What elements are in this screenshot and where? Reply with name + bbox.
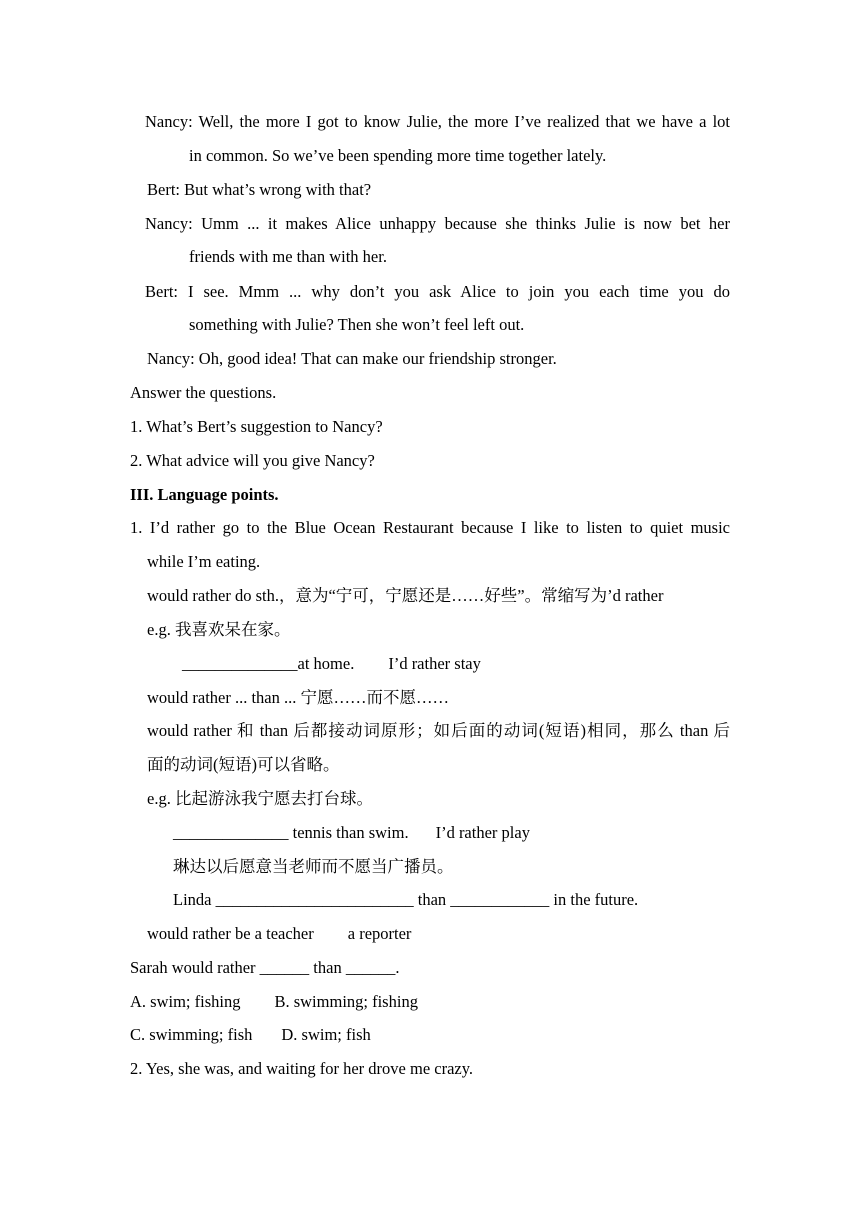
dialogue-line: Nancy: Umm ... it makes Alice unhappy because she thinks Julie is now bet her [145,214,730,233]
example-label: e.g. 我喜欢呆在家。 [147,620,291,639]
language-point: 2. Yes, she was, and waiting for her drove me crazy. [130,1059,474,1078]
questions-heading: Answer the questions. [130,383,277,402]
fill-blank: ______________ tennis than swim. [173,823,409,842]
question-item: 2. What advice will you give Nancy? [130,451,375,470]
note: would rather 和 than 后都接动词原形；如后面的动词(短语)相同，那么 than 后 [147,721,730,740]
mcq-options [130,992,418,1012]
language-point: while I’m eating. [147,552,261,571]
note: would rather do sth.，意为“宁可，宁愿还是……好些”。常缩写为’d rather [147,586,664,605]
answer: I’d rather stay [388,654,481,673]
example-line: Linda ________________________ than ____________ in the future. [173,890,639,909]
fill-blank: ______________at home. [182,654,355,673]
answer: I’d rather play [435,823,530,842]
section-heading: III. Language points. [130,485,279,504]
example-line [182,654,481,674]
dialogue-line: Nancy: Oh, good idea! That can make our friendship stronger. [147,349,557,368]
option-d: D. swim; fish [281,1025,371,1044]
example-label: e.g. 比起游泳我宁愿去打台球。 [147,789,373,808]
dialogue-line: Nancy: Well, the more I got to know Julie, the more I’ve realized that we have a lot [145,112,730,131]
note: 面的动词(短语)可以省略。 [147,755,340,774]
option-a: A. swim; fishing [130,992,241,1011]
answer-line [147,924,411,944]
note: would rather ... than ... 宁愿……而不愿…… [147,688,450,707]
dialogue-line: friends with me than with her. [189,247,387,266]
mcq-stem: Sarah would rather ______ than ______. [130,958,400,977]
option-c: C. swimming; fish [130,1025,253,1044]
question-item: 1. What’s Bert’s suggestion to Nancy? [130,417,383,436]
answer: a reporter [347,924,412,943]
dialogue-line: something with Julie? Then she won’t feel left out. [189,315,525,334]
answer: would rather be a teacher [147,924,314,943]
dialogue-line: Bert: I see. Mmm ... why don’t you ask Alice to join you each time you do [145,282,730,301]
example-chinese: 琳达以后愿意当老师而不愿当广播员。 [173,857,454,876]
dialogue-line: Bert: But what’s wrong with that? [147,180,372,199]
option-b: B. swimming; fishing [274,992,418,1011]
mcq-options [130,1025,371,1045]
language-point: 1. I’d rather go to the Blue Ocean Restaurant because I like to listen to quiet music [130,518,730,537]
example-line [173,823,530,843]
dialogue-line: in common. So we’ve been spending more time together lately. [189,146,607,165]
